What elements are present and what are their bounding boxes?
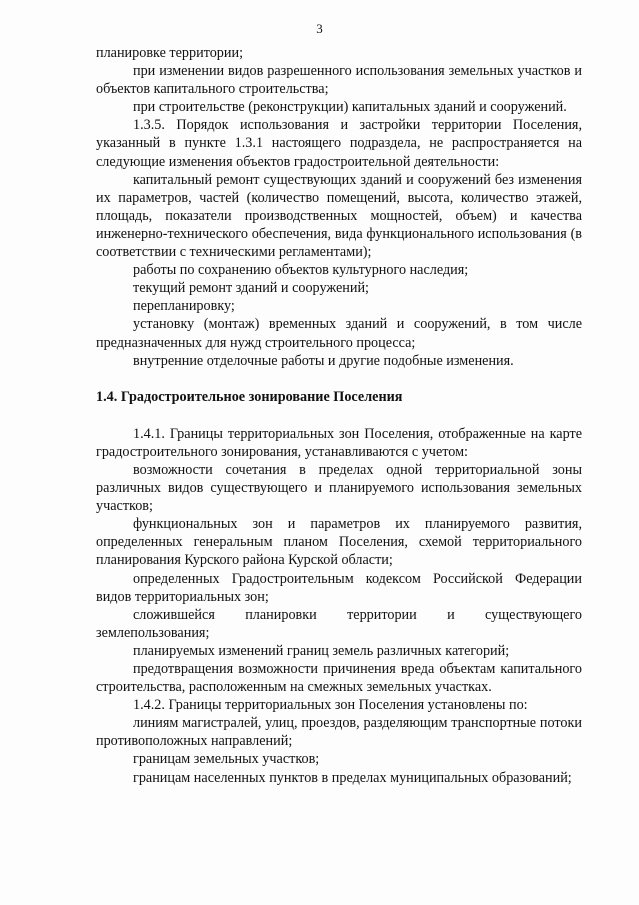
paragraph: возможности сочетания в пределах одной территориальной зоны различных видов существующего и планируемого использования земельных участков; [96, 461, 582, 515]
paragraph: при изменении видов разрешенного использования земельных участков и объектов капитального строительства; [96, 63, 582, 98]
paragraph: при строительстве (реконструкции) капитальных зданий и сооружений. [133, 99, 567, 116]
paragraph: функциональных зон и параметров их планируемого развития, определенных генеральным планом Поселения, схемой территориального планирования Курского района Курской области; [96, 516, 582, 569]
paragraph: сложившейся планировки территории и существующего землепользования; [96, 606, 582, 641]
document-body [96, 44, 582, 787]
section-1-3-5 [96, 44, 582, 370]
paragraph: предотвращения возможности причинения вреда объектам капитального строительства, расположенным на смежных земельных участках. [96, 661, 582, 696]
paragraph: внутренние отделочные работы и другие подобные изменения. [133, 352, 514, 369]
paragraph: перепланировку; [133, 298, 235, 315]
paragraph: текущий ремонт зданий и сооружений; [133, 280, 369, 297]
paragraph: границам земельных участков; [133, 751, 320, 768]
paragraph: границам населенных пунктов в пределах муниципальных образований; [133, 769, 572, 786]
paragraph: линиям магистралей, улиц, проездов, разделяющим транспортные потоки противоположных направлений; [96, 715, 582, 750]
paragraph: установку (монтаж) временных зданий и сооружений, в том числе предназначенных для нужд строительного процесса; [96, 316, 582, 351]
paragraph: планировке территории; [96, 45, 244, 61]
page-number: 3 [316, 21, 323, 36]
paragraph: планируемых изменений границ земель различных категорий; [133, 642, 510, 659]
paragraph: работы по сохранению объектов культурного наследия; [133, 262, 469, 279]
paragraph: 1.4.2. Границы территориальных зон Поселения установлены по: [133, 697, 528, 714]
section-heading: 1.4. Градостроительное зонирование Поселения [96, 388, 403, 405]
paragraph: определенных Градостроительным кодексом Российской Федерации видов территориальных зон; [96, 570, 582, 605]
paragraph: 1.4.1. Границы территориальных зон Поселения, отображенные на карте градостроительного зонирования, устанавливаются с учетом: [96, 425, 582, 460]
paragraph: 1.3.5. Порядок использования и застройки территории Поселения, указанный в пункте 1.3.1 настоящего подраздела, не распространяется на следующие изменения объектов градостроительной деятельности: [96, 117, 582, 170]
section-1-4 [96, 425, 582, 787]
paragraph: капитальный ремонт существующих зданий и сооружений без изменения их параметров, частей (количество помещений, высота, количество этажей, площадь, показатели производственных мощностей, объем) и качества инженерно-технического обеспечения, вида функционального использования (в соответствии с техническими регламентами); [96, 171, 582, 261]
